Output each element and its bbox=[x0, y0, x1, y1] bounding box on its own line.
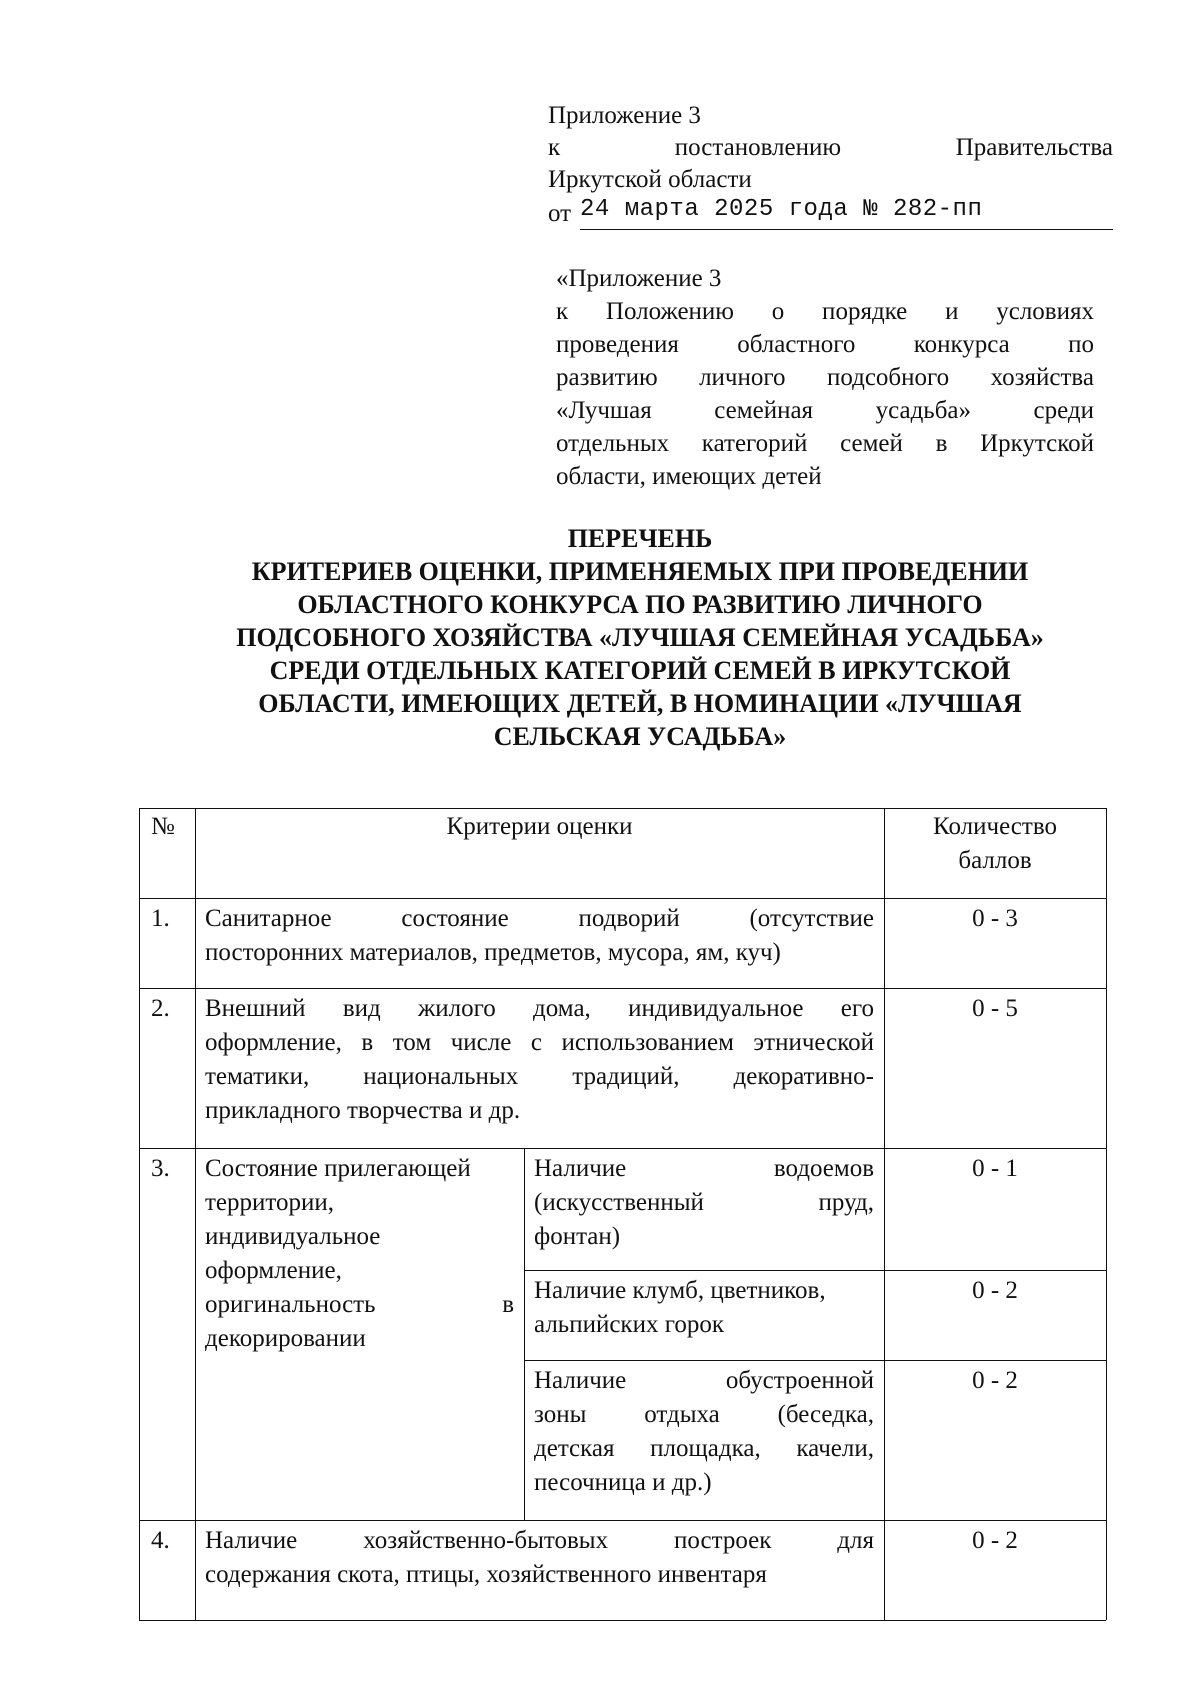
appendix-date-prefix: от bbox=[548, 200, 572, 227]
criterion-line: детская площадка, качели, bbox=[534, 1435, 874, 1462]
header-criteria: Критерии оценки bbox=[446, 813, 633, 840]
sub-criterion-text bbox=[524, 1364, 884, 1500]
title-line: ОБЛАСТНОГО КОНКУРСА ПО РАЗВИТИЮ ЛИЧНОГО bbox=[297, 590, 983, 619]
row-number: 2. bbox=[151, 995, 170, 1022]
header-score-line: Количество bbox=[933, 813, 1057, 840]
criterion-text bbox=[195, 992, 884, 1128]
sub-appendix-line: развитию личного подсобного хозяйства bbox=[556, 364, 1094, 391]
criterion-line: декорировании bbox=[205, 1325, 366, 1352]
sub-criterion-text bbox=[524, 1152, 884, 1254]
table-border bbox=[524, 1360, 1106, 1361]
criterion-line: Внешний вид жилого дома, индивидуальное его bbox=[205, 995, 874, 1022]
appendix-line-2 bbox=[548, 132, 1113, 164]
criterion-text bbox=[195, 1524, 884, 1592]
sub-appendix-line: отдельных категорий семей в Иркутской bbox=[556, 430, 1094, 457]
criterion-line: оформление, bbox=[205, 1257, 342, 1284]
title-line: СРЕДИ ОТДЕЛЬНЫХ КАТЕГОРИЙ СЕМЕЙ В ИРКУТСКОЙ bbox=[269, 656, 1011, 685]
sub-criterion-text bbox=[524, 1274, 884, 1342]
appendix-line-2-word2: Правительства bbox=[955, 134, 1113, 161]
score-value: 0 - 2 bbox=[972, 1277, 1018, 1304]
table-border bbox=[139, 898, 1106, 899]
appendix-block bbox=[548, 100, 1113, 232]
sub-appendix-line: области, имеющих детей bbox=[556, 463, 822, 490]
appendix-line-2-word1: постановлению bbox=[674, 134, 842, 161]
score-value: 0 - 1 bbox=[972, 1155, 1018, 1182]
sub-appendix-line: «Приложение 3 bbox=[556, 265, 722, 292]
criterion-line: Наличие клумб, цветников, bbox=[534, 1277, 826, 1304]
criterion-line: прикладного творчества и др. bbox=[205, 1097, 521, 1124]
table-border bbox=[139, 1520, 1106, 1521]
criterion-line: оформление, в том числе с использованием этнической bbox=[205, 1029, 874, 1056]
table-border bbox=[524, 1270, 1106, 1271]
criterion-group-text bbox=[195, 1152, 524, 1356]
criterion-line: индивидуальное bbox=[205, 1223, 381, 1250]
appendix-title: Приложение 3 bbox=[548, 102, 701, 129]
criterion-line: содержания скота, птицы, хозяйственного инвентаря bbox=[205, 1561, 767, 1588]
criterion-line: Наличие хозяйственно-бытовых построек для bbox=[205, 1527, 874, 1554]
score-value: 0 - 2 bbox=[972, 1367, 1018, 1394]
table-border bbox=[139, 808, 1106, 809]
header-num: № bbox=[151, 813, 175, 840]
table-border bbox=[139, 988, 1106, 989]
appendix-line-3: Иркутской области bbox=[548, 166, 752, 193]
title-line: ПЕРЕЧЕНЬ bbox=[567, 524, 713, 553]
appendix-line-2-k: к bbox=[548, 134, 561, 161]
criterion-line: зоны отдыха (беседка, bbox=[534, 1401, 874, 1428]
sub-appendix-block bbox=[556, 262, 1094, 493]
criterion-line: Состояние прилегающей bbox=[205, 1155, 471, 1182]
criterion-line: тематики, национальных традиций, декоративно- bbox=[205, 1063, 874, 1090]
appendix-date-value: 24 марта 2025 года № 282-пп bbox=[580, 196, 983, 223]
score-value: 0 - 3 bbox=[972, 905, 1018, 932]
table-border bbox=[139, 1620, 1106, 1621]
header-score-line: баллов bbox=[958, 847, 1032, 874]
title-line: ПОДСОБНОГО ХОЗЯЙСТВА «ЛУЧШАЯ СЕМЕЙНАЯ УСАДЬБА» bbox=[236, 623, 1044, 652]
criterion-line: фонтан) bbox=[534, 1223, 621, 1250]
score-value: 0 - 2 bbox=[972, 1527, 1018, 1554]
row-number: 3. bbox=[151, 1155, 170, 1182]
table-border bbox=[1106, 808, 1107, 1620]
row-number: 1. bbox=[151, 905, 170, 932]
document-title bbox=[150, 522, 1130, 753]
appendix-date-line bbox=[548, 196, 1113, 232]
criteria-table bbox=[139, 808, 1106, 1620]
row-number: 4. bbox=[151, 1527, 170, 1554]
criterion-line: (искусственный пруд, bbox=[534, 1189, 874, 1216]
sub-appendix-line: проведения областного конкурса по bbox=[556, 331, 1094, 358]
title-line: СЕЛЬСКАЯ УСАДЬБА» bbox=[493, 722, 787, 751]
header-score bbox=[884, 810, 1106, 878]
criterion-line: песочница и др.) bbox=[534, 1469, 712, 1496]
criterion-line: Наличие обустроенной bbox=[534, 1367, 874, 1394]
criterion-line: территории, bbox=[205, 1189, 335, 1216]
criterion-text bbox=[195, 902, 884, 970]
title-line: КРИТЕРИЕВ ОЦЕНКИ, ПРИМЕНЯЕМЫХ ПРИ ПРОВЕДЕНИИ bbox=[251, 557, 1029, 586]
title-line: ОБЛАСТИ, ИМЕЮЩИХ ДЕТЕЙ, В НОМИНАЦИИ «ЛУЧШАЯ bbox=[258, 689, 1022, 718]
sub-appendix-line: к Положению о порядке и условиях bbox=[556, 298, 1094, 325]
criterion-line: оригинальность в bbox=[205, 1291, 514, 1318]
table-border bbox=[139, 1148, 1106, 1149]
criterion-line: Санитарное состояние подворий (отсутствие bbox=[205, 905, 874, 932]
criterion-line: посторонних материалов, предметов, мусора, ям, куч) bbox=[205, 939, 781, 966]
score-value: 0 - 5 bbox=[972, 995, 1018, 1022]
date-underline bbox=[580, 229, 1113, 230]
sub-appendix-line: «Лучшая семейная усадьба» среди bbox=[556, 397, 1094, 424]
criterion-line: Наличие водоемов bbox=[534, 1155, 874, 1182]
criterion-line: альпийских горок bbox=[534, 1311, 724, 1338]
